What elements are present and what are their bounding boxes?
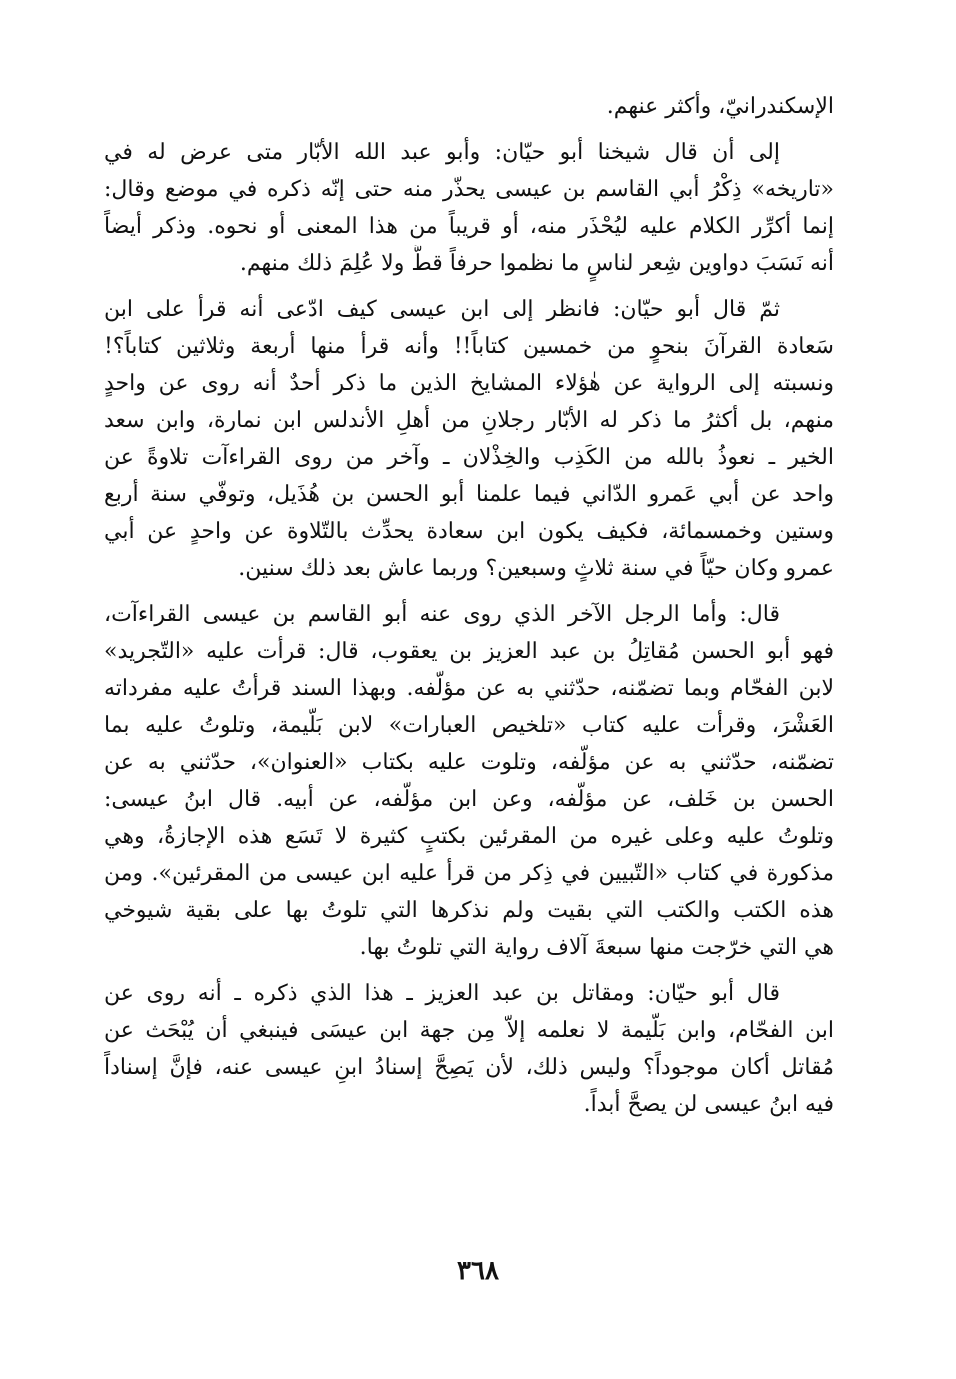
text-line: قال أبو حيّان: ومقاتل بن عبد العزيز ـ هذا الذي ذكره ـ أنه روى عن	[104, 981, 780, 1006]
text-line: قال: وأما الرجل الآخر الذي روى عنه أبو القاسم بن عيسى القراءآت،	[104, 602, 780, 627]
text-line: أنه نَسَبَ دواوين شِعر لناسٍ ما نظموا حرفاً قطُّ ولا عُلِمَ ذلك منهم.	[239, 251, 834, 276]
paragraph-4	[104, 596, 834, 966]
text-line: الخير ـ نعوذُ بالله من الكَذِب والخِذْلان ـ وآخر من روى القراءآت تلاوةً عن	[104, 445, 834, 470]
paragraph-1	[104, 88, 834, 125]
text-line: لابن الفحّام وبما تضمّنه، حدّثني به عن مؤلّفه. وبهذا السند قرأتُ عليه مفرداته	[104, 676, 834, 701]
text-line: ونسبته إلى الرواية عن هٰؤلاء المشايخ الذين ما ذكر أحدٌ أنه روى عن واحدٍ	[104, 371, 834, 396]
text-line: تضمّنه، حدّثني به عن مؤلّفه، وتلوت عليه بكتاب «العنوان»، حدّثني به عن	[104, 750, 834, 775]
text-line: الإسكندرانيّ، وأكثر عنهم.	[606, 94, 834, 119]
text-line: فيه ابنُ عيسى لن يصحَّ أبداً.	[583, 1092, 834, 1117]
text-line: منهم، بل أكثرُ ما ذكر له الأبّار رجلانِ من أهلِ الأندلس ابن نمارة، وابن سعد	[104, 408, 834, 433]
text-line: ثمّ قال أبو حيّان: فانظر إلى ابن عيسى كيف ادّعى أنه قرأ على ابن	[104, 297, 780, 322]
text-line: إنما أكرِّر الكلام عليه ليُحْذَر منه، أو قريباً من هذا المعنى أو نحوه. وذكر أيضاً	[104, 214, 834, 239]
page-body	[104, 88, 834, 1132]
text-line: مُقاتل أكان موجوداً؟ وليس ذلك، لأن يَصِحَّ إسنادُ ابنِ عيسى عنه، فإنَّ إسناداً	[104, 1055, 834, 1080]
text-line: هذه الكتب والكتب التي بقيت ولم نذكرها التي تلوتُ بها على بقية شيوخي	[104, 898, 834, 923]
text-line: ابن الفحّام، وابن بَلّيمة لا نعلمه إلاّ مِن جهة ابن عيسَى فينبغي أن يُبْحَث عن	[104, 1018, 834, 1043]
text-line: عمرو وكان حيّاً في سنة ثلاثٍ وسبعين؟ وربما عاش بعد ذلك سنين.	[238, 556, 834, 581]
text-line: فهو أبو الحسن مُقاتِلُ بن عبد العزيز بن يعقوب، قال: قرأت عليه «التّجريد»	[104, 639, 834, 664]
text-line: واحد عن أبي عَمرو الدّاني فيما علمنا أبو الحسن بن هُذَيل، وتوفّي سنة أربع	[104, 482, 834, 507]
text-line: «تاريخه» ذِكْرُ أبي القاسم بن عيسى يحذّر منه حتى إنّه ذكره في موضع وقال:	[104, 177, 834, 202]
paragraph-5	[104, 975, 834, 1123]
text-line: سَعادة القرآنَ بنحوٍ من خمسين كتاباً!! وأنه قرأ منها أربعة وثلاثين كتاباً؟!	[104, 334, 834, 359]
paragraph-3	[104, 291, 834, 587]
text-line: إلى أن قال شيخنا أبو حيّان: وأبو عبد الله الأبّار متى عرض له في	[104, 140, 780, 165]
text-line: وستين وخمسمائة، فكيف يكون ابن سعادة يحدِّث بالتّلاوة عن واحدٍ عن أبي	[104, 519, 834, 544]
text-line: هي التي خرّجت منها سبعةَ آلاف رواية التي تلوتُ بها.	[359, 935, 834, 960]
text-line: وتلوتُ عليه وعلى غيره من المقرئين بكتبٍ كثيرة لا تَسَع هذه الإجازةُ، وهي	[104, 824, 834, 849]
text-line: الحسن بن خَلف، عن مؤلّفه، وعن ابن مؤلّفه، عن أبيه. قال ابنُ عيسى:	[104, 787, 834, 812]
page-number: ٣٦٨	[457, 1256, 499, 1286]
text-line: العَشْرَ، وقرأت عليه كتاب «تلخيص العبارات» لابن بَلّيمة، وتلوتُ عليه بما	[104, 713, 834, 738]
text-line: مذكورة في كتاب «التّبيين في ذِكر من قرأ عليه ابن عيسى من المقرئين». ومن	[104, 861, 834, 886]
paragraph-2	[104, 134, 834, 282]
